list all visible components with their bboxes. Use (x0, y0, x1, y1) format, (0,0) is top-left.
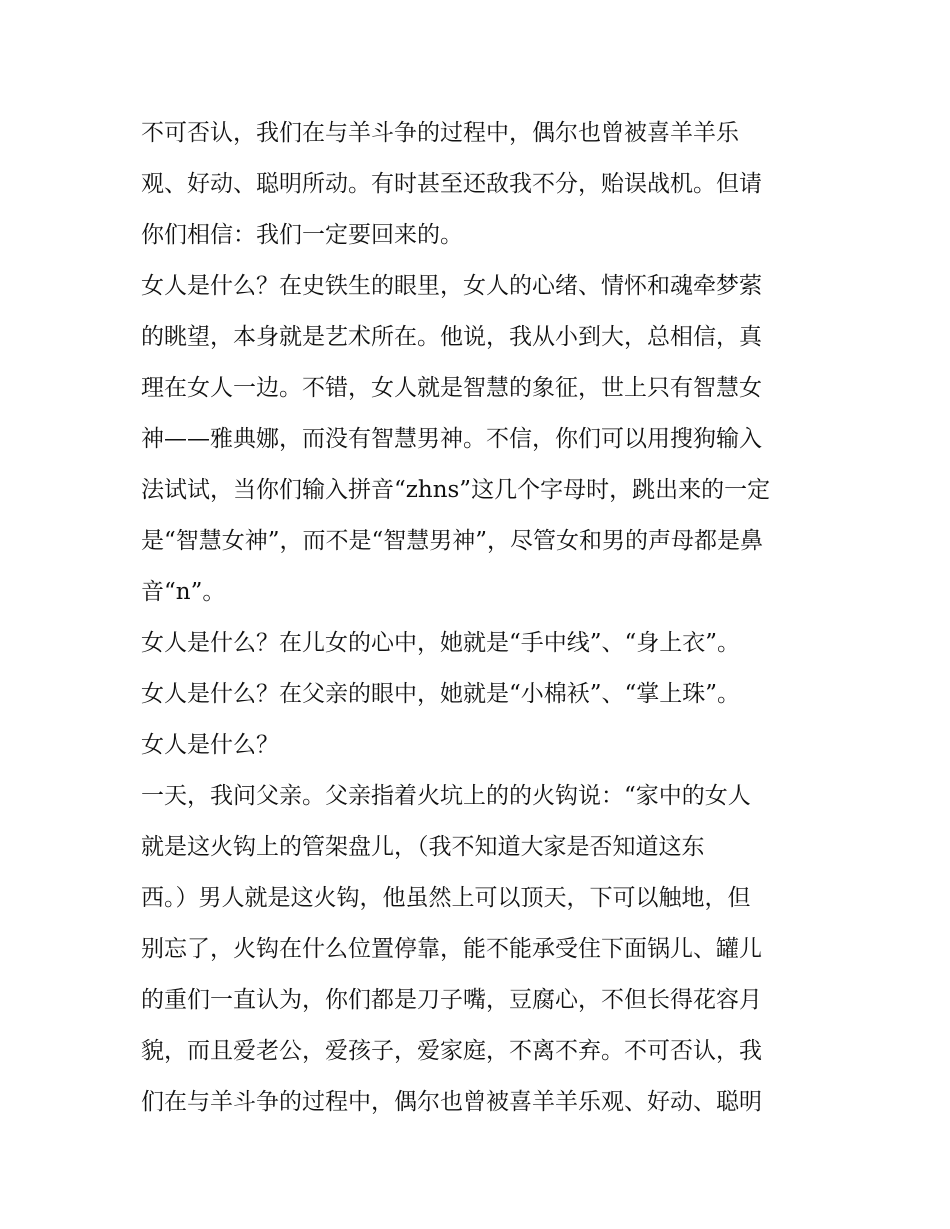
text-line: 女人是什么？在儿女的心中，她就是“手中线”、“身上衣”。 (141, 630, 741, 656)
text-line: 是“智慧女神”，而不是“智慧男神”，尽管女和男的声母都是鼻 (141, 528, 764, 554)
text-line: 的重们一直认为，你们都是刀子嘴，豆腐心，不但长得花容月 (141, 987, 762, 1013)
text-line: 貌，而且爱老公，爱孩子，爱家庭，不离不弃。不可否认，我 (141, 1038, 762, 1064)
text-line: 就是这火钩上的管架盘儿，（我不知道大家是否知道这东 (141, 834, 705, 860)
text-line: 观、好动、聪明所动。有时甚至还敌我不分，贻误战机。但请 (141, 171, 762, 197)
text-line: 一天，我问父亲。父亲指着火坑上的的火钩说：“家中的女人 (141, 783, 751, 809)
text-line: 女人是什么？ (141, 732, 279, 758)
text-line: 不可否认，我们在与羊斗争的过程中，偶尔也曾被喜羊羊乐 (141, 120, 739, 146)
text-line: 别忘了，火钩在什么位置停靠，能不能承受住下面锅儿、罐儿 (141, 936, 762, 962)
text-line: 理在女人一边。不错，女人就是智慧的象征，世上只有智慧女 (141, 375, 762, 401)
text-line: 们在与羊斗争的过程中，偶尔也曾被喜羊羊乐观、好动、聪明 (141, 1089, 762, 1115)
text-line: 女人是什么？在史铁生的眼里，女人的心绪、情怀和魂牵梦萦 (141, 273, 762, 299)
text-line: 女人是什么？在父亲的眼中，她就是“小棉袄”、“掌上珠”。 (141, 681, 741, 707)
text-line: 神——雅典娜，而没有智慧男神。不信，你们可以用搜狗输入 (141, 426, 762, 452)
text-line: 西。）男人就是这火钩，他虽然上可以顶天，下可以触地，但 (141, 885, 751, 911)
text-line: 法试试，当你们输入拼音“zhns”这几个字母时，跳出来的一定 (141, 477, 771, 503)
text-line: 的眺望，本身就是艺术所在。他说，我从小到大，总相信，真 (141, 324, 762, 350)
document-body (141, 108, 813, 1128)
text-line: 音“n”。 (141, 579, 226, 605)
text-line: 你们相信：我们一定要回来的。 (141, 222, 463, 248)
